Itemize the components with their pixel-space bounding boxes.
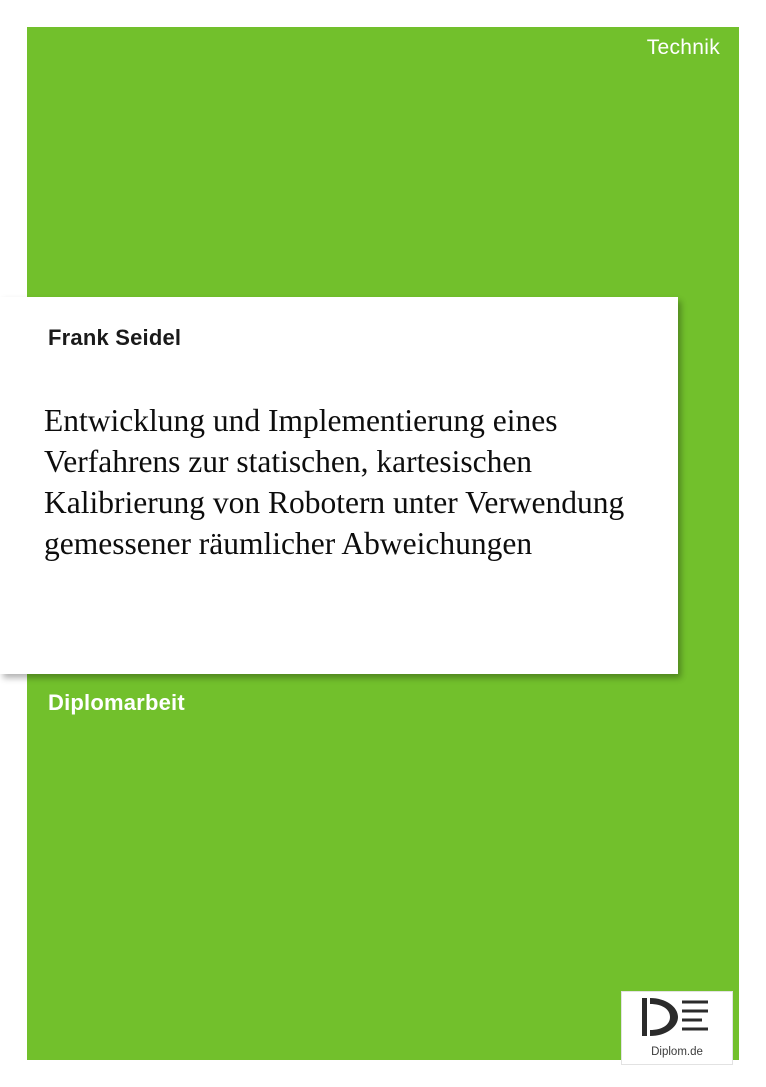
diplom-de-logo-icon — [622, 992, 732, 1042]
publisher-name: Diplom.de — [651, 1046, 703, 1058]
title-card — [0, 297, 678, 674]
author-name: Frank Seidel — [48, 325, 182, 350]
document-type-label: Diplomarbeit — [48, 690, 185, 715]
publisher-logo — [621, 991, 733, 1065]
category-label: Technik — [646, 36, 720, 59]
page-title: Entwicklung und Implementierung eines Verfahrens zur statischen, kartesischen Kalibrierung von Robotern unter Verwendung gemessener räumlicher Abweichungen — [44, 403, 625, 561]
